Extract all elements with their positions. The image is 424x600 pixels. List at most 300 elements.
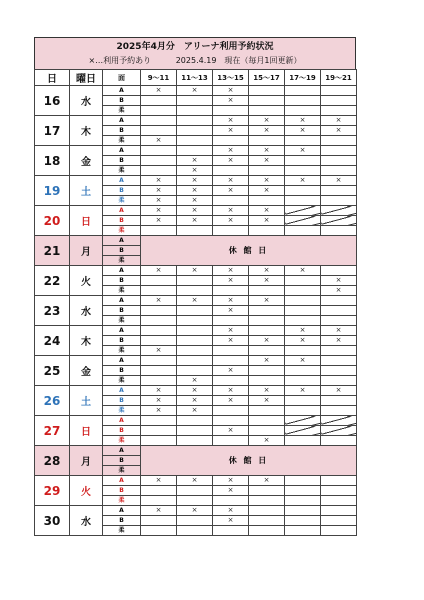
weekday-label: 土 — [70, 176, 103, 206]
slot-cell — [321, 506, 357, 516]
slot-cell: × — [249, 206, 285, 216]
slot-cell — [249, 136, 285, 146]
slot-cell — [321, 316, 357, 326]
weekday-label: 木 — [70, 326, 103, 356]
slot-cell — [321, 296, 357, 306]
slot-cell — [321, 86, 357, 96]
slot-cell: × — [213, 206, 249, 216]
table-row — [35, 326, 357, 336]
facility-label: A — [103, 206, 141, 216]
slot-cell — [285, 286, 321, 296]
slot-cell — [177, 436, 213, 446]
facility-label: B — [103, 486, 141, 496]
facility-label: A — [103, 266, 141, 276]
facility-label: B — [103, 276, 141, 286]
day-number: 25 — [35, 356, 70, 386]
day-number: 21 — [35, 236, 70, 266]
facility-label: A — [103, 356, 141, 366]
weekday-label: 日 — [70, 206, 103, 236]
slot-cell: × — [213, 176, 249, 186]
slot-cell — [249, 406, 285, 416]
header-slot: 13～15 — [213, 70, 249, 86]
slot-cell — [285, 166, 321, 176]
slot-cell — [177, 526, 213, 536]
facility-label: B — [103, 96, 141, 106]
slot-cell: × — [213, 146, 249, 156]
slot-cell — [285, 216, 321, 226]
slot-cell: × — [177, 166, 213, 176]
facility-label: 柔 — [103, 256, 141, 266]
slot-cell — [177, 426, 213, 436]
slot-cell — [285, 136, 321, 146]
slot-cell — [321, 96, 357, 106]
slot-cell — [141, 306, 177, 316]
weekday-label: 火 — [70, 476, 103, 506]
header-row — [35, 70, 357, 86]
slot-cell: × — [285, 386, 321, 396]
slot-cell — [141, 516, 177, 526]
slot-cell — [285, 406, 321, 416]
slot-cell: × — [177, 196, 213, 206]
slot-cell — [141, 496, 177, 506]
slot-cell — [141, 326, 177, 336]
slot-cell — [177, 336, 213, 346]
slot-cell — [321, 186, 357, 196]
slot-cell: × — [141, 296, 177, 306]
slot-cell — [213, 226, 249, 236]
slot-cell — [177, 486, 213, 496]
slot-cell — [321, 226, 357, 236]
table-row — [35, 476, 357, 486]
slot-cell: × — [141, 396, 177, 406]
slot-cell: × — [177, 406, 213, 416]
slot-cell: × — [177, 206, 213, 216]
facility-label: A — [103, 416, 141, 426]
table-row — [35, 446, 357, 456]
slot-cell — [213, 286, 249, 296]
slot-cell — [321, 266, 357, 276]
table-row — [35, 506, 357, 516]
facility-label: 柔 — [103, 196, 141, 206]
slot-cell: × — [141, 206, 177, 216]
slot-cell: × — [213, 306, 249, 316]
slot-cell — [141, 116, 177, 126]
slot-cell — [177, 226, 213, 236]
slot-cell — [285, 276, 321, 286]
slot-cell — [321, 496, 357, 506]
slot-cell — [249, 306, 285, 316]
slot-cell — [321, 206, 357, 216]
slot-cell — [285, 416, 321, 426]
slot-cell: × — [285, 336, 321, 346]
slot-cell: × — [213, 86, 249, 96]
facility-label: A — [103, 326, 141, 336]
slot-cell: × — [141, 476, 177, 486]
slot-cell: × — [285, 326, 321, 336]
facility-label: 柔 — [103, 226, 141, 236]
day-number: 22 — [35, 266, 70, 296]
slot-cell — [177, 306, 213, 316]
facility-label: B — [103, 456, 141, 466]
slot-cell: × — [321, 126, 357, 136]
facility-label: 柔 — [103, 526, 141, 536]
facility-label: A — [103, 236, 141, 246]
facility-label: 柔 — [103, 376, 141, 386]
slot-cell — [141, 376, 177, 386]
slot-cell — [213, 346, 249, 356]
slot-cell — [213, 416, 249, 426]
slot-cell: × — [141, 186, 177, 196]
slot-cell — [141, 166, 177, 176]
facility-label: A — [103, 506, 141, 516]
slot-cell — [141, 96, 177, 106]
facility-label: 柔 — [103, 436, 141, 446]
slot-cell: × — [141, 266, 177, 276]
subtitle — [35, 54, 355, 68]
slot-cell — [177, 516, 213, 526]
slot-cell: × — [213, 386, 249, 396]
slot-cell: × — [321, 336, 357, 346]
table-row — [35, 146, 357, 156]
slot-cell — [141, 416, 177, 426]
facility-label: 柔 — [103, 286, 141, 296]
slot-cell — [285, 516, 321, 526]
slot-cell — [285, 96, 321, 106]
slot-cell — [285, 226, 321, 236]
facility-label: B — [103, 246, 141, 256]
slot-cell — [321, 526, 357, 536]
facility-label: A — [103, 86, 141, 96]
slot-cell — [321, 366, 357, 376]
facility-label: B — [103, 306, 141, 316]
slot-cell — [285, 396, 321, 406]
slot-cell — [249, 86, 285, 96]
slot-cell — [249, 516, 285, 526]
slot-cell — [321, 136, 357, 146]
slot-cell: × — [177, 86, 213, 96]
slot-cell — [141, 286, 177, 296]
slot-cell — [141, 126, 177, 136]
slot-cell — [249, 96, 285, 106]
day-number: 18 — [35, 146, 70, 176]
slot-cell — [285, 106, 321, 116]
slot-cell — [141, 366, 177, 376]
slot-cell — [285, 196, 321, 206]
table-row — [35, 356, 357, 366]
slot-cell — [177, 106, 213, 116]
slot-cell: × — [141, 406, 177, 416]
slot-cell — [321, 476, 357, 486]
slot-cell — [321, 356, 357, 366]
slot-cell — [321, 396, 357, 406]
slot-cell: × — [249, 146, 285, 156]
facility-label: 柔 — [103, 316, 141, 326]
facility-label: 柔 — [103, 496, 141, 506]
slot-cell: × — [249, 396, 285, 406]
slot-cell: × — [249, 476, 285, 486]
slot-cell — [213, 316, 249, 326]
slot-cell — [213, 196, 249, 206]
slot-cell: × — [177, 296, 213, 306]
closed-label: 休 館 日 — [141, 236, 357, 266]
slot-cell — [285, 316, 321, 326]
slot-cell — [141, 106, 177, 116]
facility-label: 柔 — [103, 136, 141, 146]
slot-cell: × — [249, 186, 285, 196]
header-slot: 19～21 — [321, 70, 357, 86]
slot-cell — [249, 376, 285, 386]
slot-cell — [213, 406, 249, 416]
legend-text: ×…利用予約あり — [88, 56, 152, 65]
slot-cell — [141, 356, 177, 366]
weekday-label: 日 — [70, 416, 103, 446]
slot-cell: × — [177, 176, 213, 186]
slot-cell — [285, 156, 321, 166]
slot-cell: × — [213, 96, 249, 106]
slot-cell — [213, 436, 249, 446]
slot-cell — [213, 496, 249, 506]
slot-cell: × — [213, 126, 249, 136]
weekday-label: 水 — [70, 296, 103, 326]
header-slot: 15～17 — [249, 70, 285, 86]
facility-label: 柔 — [103, 466, 141, 476]
facility-label: A — [103, 176, 141, 186]
facility-label: B — [103, 186, 141, 196]
closed-label: 休 館 日 — [141, 446, 357, 476]
slot-cell — [285, 346, 321, 356]
slot-cell: × — [285, 176, 321, 186]
slot-cell: × — [177, 186, 213, 196]
slot-cell: × — [213, 266, 249, 276]
slot-cell — [285, 376, 321, 386]
slot-cell — [285, 506, 321, 516]
slot-cell: × — [249, 266, 285, 276]
header-slot: 11～13 — [177, 70, 213, 86]
slot-cell: × — [177, 376, 213, 386]
slot-cell: × — [213, 476, 249, 486]
slot-cell — [213, 106, 249, 116]
facility-label: A — [103, 386, 141, 396]
slot-cell: × — [141, 216, 177, 226]
slot-cell: × — [141, 386, 177, 396]
slot-cell: × — [141, 86, 177, 96]
day-number: 19 — [35, 176, 70, 206]
table-row — [35, 386, 357, 396]
slot-cell: × — [177, 506, 213, 516]
slot-cell: × — [249, 336, 285, 346]
slot-cell — [141, 336, 177, 346]
slot-cell: × — [321, 386, 357, 396]
facility-label: 柔 — [103, 106, 141, 116]
slot-cell — [213, 376, 249, 386]
slot-cell: × — [321, 116, 357, 126]
slot-cell: × — [213, 216, 249, 226]
header-facility: 面 — [103, 70, 141, 86]
slot-cell: × — [141, 196, 177, 206]
slot-cell — [177, 366, 213, 376]
facility-label: 柔 — [103, 166, 141, 176]
slot-cell — [249, 226, 285, 236]
slot-cell — [285, 206, 321, 216]
slot-cell — [249, 416, 285, 426]
table-row — [35, 116, 357, 126]
slot-cell: × — [285, 126, 321, 136]
slot-cell — [177, 276, 213, 286]
update-date: 2025.4.19 現在（毎月1回更新） — [175, 56, 302, 65]
facility-label: 柔 — [103, 346, 141, 356]
facility-label: B — [103, 516, 141, 526]
slot-cell — [285, 426, 321, 436]
day-number: 26 — [35, 386, 70, 416]
slot-cell — [249, 366, 285, 376]
slot-cell — [249, 346, 285, 356]
slot-cell — [213, 166, 249, 176]
slot-cell — [321, 346, 357, 356]
weekday-label: 水 — [70, 86, 103, 116]
slot-cell: × — [213, 116, 249, 126]
slot-cell — [177, 346, 213, 356]
slot-cell: × — [213, 486, 249, 496]
slot-cell — [285, 496, 321, 506]
facility-label: A — [103, 146, 141, 156]
facility-label: 柔 — [103, 406, 141, 416]
day-number: 23 — [35, 296, 70, 326]
slot-cell — [177, 286, 213, 296]
slot-cell: × — [213, 186, 249, 196]
table-row — [35, 206, 357, 216]
slot-cell — [285, 526, 321, 536]
slot-cell: × — [213, 336, 249, 346]
table-row — [35, 416, 357, 426]
day-number: 29 — [35, 476, 70, 506]
slot-cell — [177, 316, 213, 326]
weekday-label: 月 — [70, 236, 103, 266]
slot-cell — [249, 496, 285, 506]
slot-cell: × — [285, 266, 321, 276]
slot-cell — [321, 216, 357, 226]
slot-cell — [321, 416, 357, 426]
weekday-label: 月 — [70, 446, 103, 476]
slot-cell: × — [321, 326, 357, 336]
facility-label: B — [103, 336, 141, 346]
facility-label: A — [103, 296, 141, 306]
slot-cell — [285, 296, 321, 306]
slot-cell — [141, 486, 177, 496]
slot-cell — [141, 146, 177, 156]
slot-cell — [177, 146, 213, 156]
slot-cell — [141, 316, 177, 326]
facility-label: A — [103, 476, 141, 486]
slot-cell: × — [249, 116, 285, 126]
slot-cell — [141, 436, 177, 446]
weekday-label: 木 — [70, 116, 103, 146]
slot-cell — [177, 496, 213, 506]
day-number: 30 — [35, 506, 70, 536]
slot-cell: × — [249, 386, 285, 396]
slot-cell: × — [285, 356, 321, 366]
slot-cell: × — [249, 356, 285, 366]
slot-cell — [249, 326, 285, 336]
slot-cell: × — [213, 296, 249, 306]
slot-cell: × — [177, 156, 213, 166]
table-row — [35, 236, 357, 246]
day-number: 24 — [35, 326, 70, 356]
slot-cell: × — [177, 476, 213, 486]
slot-cell — [285, 186, 321, 196]
slot-cell — [213, 356, 249, 366]
day-number: 27 — [35, 416, 70, 446]
facility-label: A — [103, 116, 141, 126]
slot-cell: × — [213, 506, 249, 516]
reservation-table — [34, 69, 357, 536]
title-box — [34, 37, 356, 69]
slot-cell — [321, 156, 357, 166]
slot-cell: × — [249, 436, 285, 446]
slot-cell — [249, 486, 285, 496]
slot-cell: × — [213, 516, 249, 526]
weekday-label: 水 — [70, 506, 103, 536]
slot-cell: × — [321, 276, 357, 286]
slot-cell — [285, 366, 321, 376]
slot-cell — [141, 526, 177, 536]
slot-cell — [177, 326, 213, 336]
facility-label: B — [103, 156, 141, 166]
slot-cell — [321, 516, 357, 526]
slot-cell: × — [177, 216, 213, 226]
slot-cell — [321, 166, 357, 176]
weekday-label: 金 — [70, 356, 103, 386]
slot-cell: × — [249, 296, 285, 306]
slot-cell — [285, 86, 321, 96]
facility-label: B — [103, 366, 141, 376]
slot-cell: × — [177, 266, 213, 276]
facility-label: B — [103, 216, 141, 226]
slot-cell: × — [141, 176, 177, 186]
slot-cell — [249, 286, 285, 296]
slot-cell — [177, 96, 213, 106]
slot-cell — [249, 316, 285, 326]
table-row — [35, 296, 357, 306]
weekday-label: 土 — [70, 386, 103, 416]
slot-cell: × — [285, 146, 321, 156]
weekday-label: 火 — [70, 266, 103, 296]
slot-cell: × — [141, 136, 177, 146]
slot-cell: × — [213, 366, 249, 376]
slot-cell — [249, 166, 285, 176]
slot-cell: × — [213, 276, 249, 286]
slot-cell — [285, 306, 321, 316]
slot-cell: × — [213, 156, 249, 166]
header-weekday: 曜日 — [70, 70, 103, 86]
slot-cell — [321, 436, 357, 446]
slot-cell — [141, 156, 177, 166]
slot-cell — [321, 426, 357, 436]
slot-cell: × — [213, 326, 249, 336]
reservation-sheet — [34, 37, 356, 536]
slot-cell — [285, 486, 321, 496]
slot-cell — [249, 506, 285, 516]
slot-cell — [321, 306, 357, 316]
slot-cell: × — [213, 426, 249, 436]
slot-cell — [321, 376, 357, 386]
table-row — [35, 86, 357, 96]
slot-cell — [213, 136, 249, 146]
slot-cell — [285, 436, 321, 446]
page-title: 2025年4月分 アリーナ利用予約状況 — [116, 42, 274, 52]
slot-cell — [177, 356, 213, 366]
table-row — [35, 176, 357, 186]
facility-label: B — [103, 396, 141, 406]
